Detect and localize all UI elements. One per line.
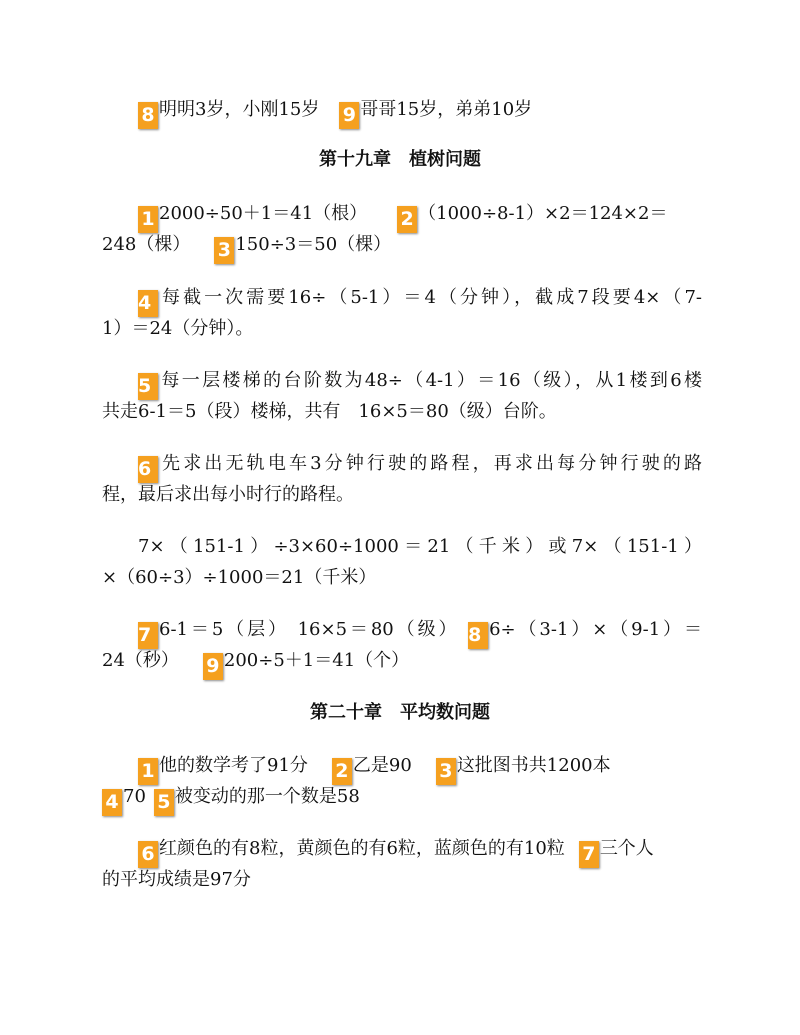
answer-text: 哥哥15岁，弟弟10岁 <box>360 99 533 120</box>
answer-line <box>102 782 702 812</box>
answer-line <box>102 865 702 895</box>
answer-number-badge: 3 <box>436 758 456 785</box>
answer-text: 6÷（3-1）×（9-1）＝ <box>489 619 702 640</box>
chapter-title: 平均数问题 <box>400 702 490 723</box>
answer-text: 明明3岁，小刚15岁 <box>159 99 320 120</box>
answer-text: 16×5＝80（级） <box>297 619 460 640</box>
answer-text: 150÷3＝50（棵） <box>235 234 392 255</box>
answer-number-badge: 9 <box>203 653 223 680</box>
answer-number-badge: 3 <box>214 237 234 264</box>
answer-number-badge: 7 <box>138 622 158 649</box>
answer-number-badge: 5 <box>154 789 174 816</box>
answer-text: 他的数学考了91分 <box>159 755 308 776</box>
answer-text: 6-1＝5（层） <box>159 619 289 640</box>
answer-line <box>102 314 702 344</box>
chapter-heading <box>0 145 800 175</box>
answer-line <box>138 532 702 562</box>
answer-text: 红颜色的有8粒，黄颜色的有6粒，蓝颜色的有10粒 <box>159 838 565 859</box>
answer-text: 每截一次需要16÷（5-1）＝4（分钟），截成7段要4×（7- <box>159 287 702 308</box>
answer-number-badge: 6 <box>138 456 158 483</box>
answer-line <box>138 95 702 125</box>
answer-number-badge: 6 <box>138 841 158 868</box>
answer-text: 200÷5＋1＝41（个） <box>223 650 410 671</box>
answer-line <box>138 366 702 396</box>
answer-text: （1000÷8-1）×2＝124×2＝ <box>418 203 668 224</box>
answer-line <box>102 563 702 593</box>
answer-text: 70 <box>123 786 146 807</box>
chapter-number: 第十九章 <box>319 149 391 170</box>
answer-number-badge: 9 <box>339 102 359 129</box>
answer-line <box>138 283 702 313</box>
answer-text: 1）＝24（分钟）。 <box>102 318 254 339</box>
answer-text: 248（棵） <box>102 234 191 255</box>
answer-text: 程，最后求出每小时行的路程。 <box>102 484 354 505</box>
answer-line <box>102 230 702 260</box>
answer-text: 2000÷50＋1＝41（根） <box>159 203 368 224</box>
answer-text: 24（秒） <box>102 650 179 671</box>
answer-text: 先求出无轨电车3分钟行驶的路程，再求出每分钟行驶的路 <box>159 453 702 474</box>
answer-line <box>138 449 702 479</box>
answer-line <box>102 397 702 427</box>
answer-line <box>138 615 702 645</box>
answer-number-badge: 1 <box>138 758 158 785</box>
answer-number-badge: 4 <box>138 290 158 317</box>
answer-number-badge: 7 <box>579 841 599 868</box>
answer-text: 每一层楼梯的台阶数为48÷（4-1）＝16（级），从1楼到6楼 <box>159 370 702 391</box>
answer-text: 的平均成绩是97分 <box>102 869 251 890</box>
answer-text: 7×（151-1）÷3×60÷1000＝21（千米）或7×（151-1） <box>138 536 702 557</box>
answer-number-badge: 1 <box>138 206 158 233</box>
answer-line <box>138 751 702 781</box>
chapter-title: 植树问题 <box>409 149 481 170</box>
answer-text: 被变动的那一个数是58 <box>174 786 360 807</box>
answer-text: 三个人 <box>599 838 654 859</box>
answer-text: 乙是90 <box>352 755 412 776</box>
answer-text: ×（60÷3）÷1000＝21（千米） <box>102 567 377 588</box>
answer-line <box>138 834 702 864</box>
answer-number-badge: 8 <box>138 102 158 129</box>
answer-line <box>102 480 702 510</box>
answer-number-badge: 8 <box>468 622 488 649</box>
answer-text: 共走6-1＝5（段）楼梯，共有 16×5＝80（级）台阶。 <box>102 401 557 422</box>
chapter-heading <box>0 698 800 728</box>
answer-number-badge: 2 <box>397 206 417 233</box>
answer-line <box>102 646 702 676</box>
answer-text: 这批图书共1200本 <box>456 755 611 776</box>
answer-number-badge: 2 <box>332 758 352 785</box>
chapter-number: 第二十章 <box>310 702 382 723</box>
answer-line <box>138 199 702 229</box>
answer-number-badge: 4 <box>102 789 122 816</box>
answer-number-badge: 5 <box>138 373 158 400</box>
